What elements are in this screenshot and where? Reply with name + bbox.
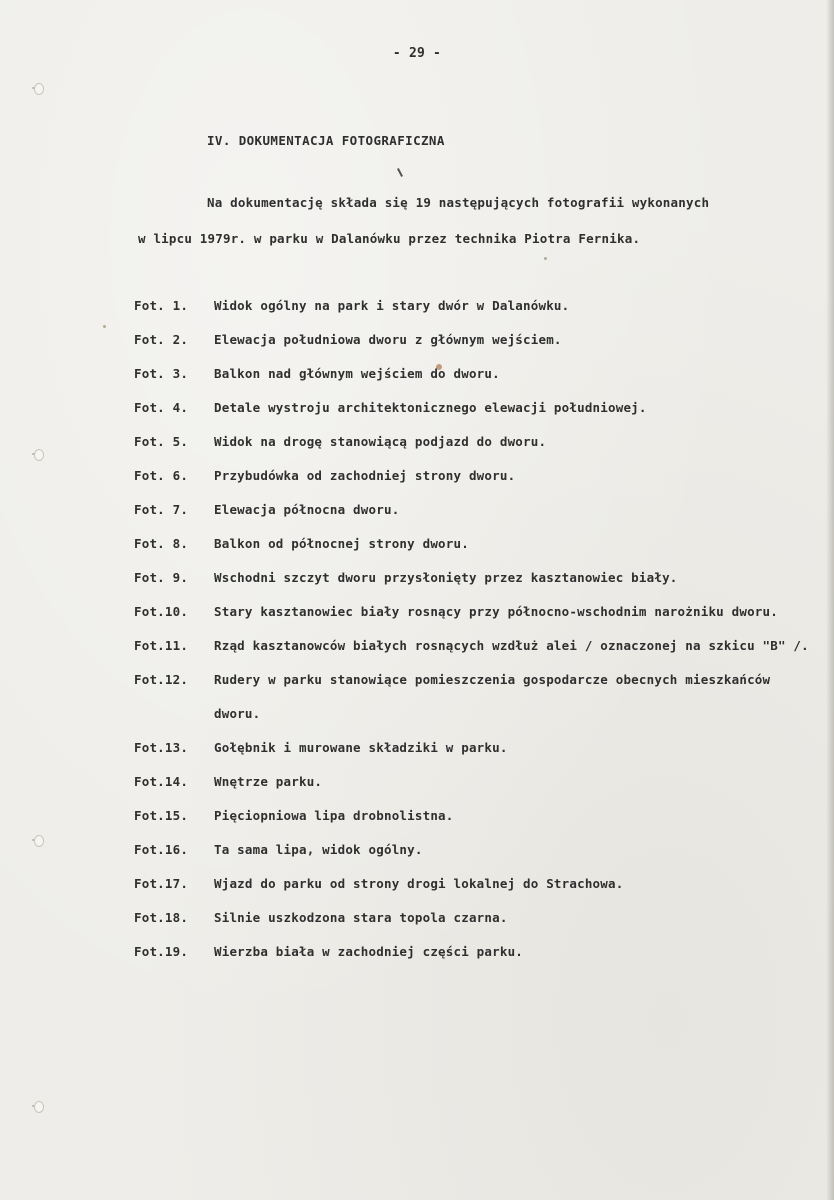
photo-description: Stary kasztanowiec biały rosnący przy północno-wschodnim narożniku dworu. [214,604,778,619]
photo-entry [134,432,814,452]
photo-number: Fot. 4. [134,400,189,415]
photo-entry [134,738,814,758]
photo-entry [134,330,814,350]
photo-number: Fot. 8. [134,536,189,551]
photo-number: Fot. 6. [134,468,189,483]
photo-number: Fot.12. [134,672,189,687]
photo-number: Fot. 9. [134,570,189,585]
photo-list [134,296,814,976]
page-edge-shadow [826,0,834,1200]
pen-mark [397,168,403,177]
photo-description: Widok na drogę stanowiącą podjazd do dworu. [214,434,547,449]
photo-entry [134,568,814,588]
paper-speck [544,257,547,260]
photo-number: Fot.11. [134,638,189,653]
photo-description: Widok ogólny na park i stary dwór w Dalanówku. [214,298,570,313]
photo-description: Elewacja północna dworu. [214,502,400,517]
photo-number: Fot.13. [134,740,189,755]
punch-hole-icon [30,446,46,462]
photo-description: Gołębnik i murowane składziki w parku. [214,740,508,755]
photo-entry [134,806,814,826]
photo-entry [134,908,814,928]
photo-description: Pięciopniowa lipa drobnolistna. [214,808,454,823]
photo-description: Balkon od północnej strony dworu. [214,536,469,551]
paper-speck [103,325,106,328]
photo-number: Fot.14. [134,774,189,789]
photo-description: Wschodni szczyt dworu przysłonięty przez kasztanowiec biały. [214,570,678,585]
photo-entry [134,602,814,622]
photo-description: Wnętrze parku. [214,774,323,789]
photo-description: Detale wystroju architektonicznego elewacji południowej. [214,400,647,415]
photo-number: Fot. 7. [134,502,189,517]
photo-number: Fot. 5. [134,434,189,449]
photo-entry [134,840,814,860]
photo-entry [134,534,814,554]
photo-description: Rząd kasztanowców białych rosnących wzdłuż alei / oznaczonej na szkicu "B" /. [214,638,809,653]
intro-line-2: w lipcu 1979r. w parku w Dalanówku przez technika Piotra Fernika. [138,231,641,246]
photo-description: Balkon nad głównym wejściem do dworu. [214,366,500,381]
section-heading: IV. DOKUMENTACJA FOTOGRAFICZNA [207,133,445,148]
photo-entry [134,636,814,656]
photo-entry [134,296,814,316]
photo-description: Silnie uszkodzona stara topola czarna. [214,910,508,925]
photo-number: Fot. 2. [134,332,189,347]
photo-number: Fot. 3. [134,366,189,381]
photo-description: Wierzba biała w zachodniej części parku. [214,944,524,959]
photo-entry [134,942,814,962]
photo-entry [134,398,814,418]
photo-number: Fot.15. [134,808,189,823]
photo-number: Fot.19. [134,944,189,959]
photo-entry [134,500,814,520]
photo-number: Fot.17. [134,876,189,891]
photo-description: Przybudówka od zachodniej strony dworu. [214,468,516,483]
punch-hole-icon [30,832,46,848]
photo-entry [134,466,814,486]
intro-line-1: Na dokumentację składa się 19 następujących fotografii wykonanych [207,195,710,210]
photo-entry [134,670,814,724]
photo-entry [134,364,814,384]
punch-hole-icon [30,1098,46,1114]
punch-hole-icon [30,80,46,96]
photo-description: Rudery w parku stanowiące pomieszczenia gospodarcze obecnych mieszkańców dworu. [214,672,771,721]
photo-number: Fot. 1. [134,298,189,313]
page-number: - 29 - [392,46,442,61]
photo-description: Wjazd do parku od strony drogi lokalnej do Strachowa. [214,876,624,891]
photo-number: Fot.16. [134,842,189,857]
photo-entry [134,772,814,792]
photo-number: Fot.18. [134,910,189,925]
photo-description: Ta sama lipa, widok ogólny. [214,842,423,857]
photo-entry [134,874,814,894]
photo-description: Elewacja południowa dworu z głównym wejściem. [214,332,562,347]
photo-number: Fot.10. [134,604,189,619]
